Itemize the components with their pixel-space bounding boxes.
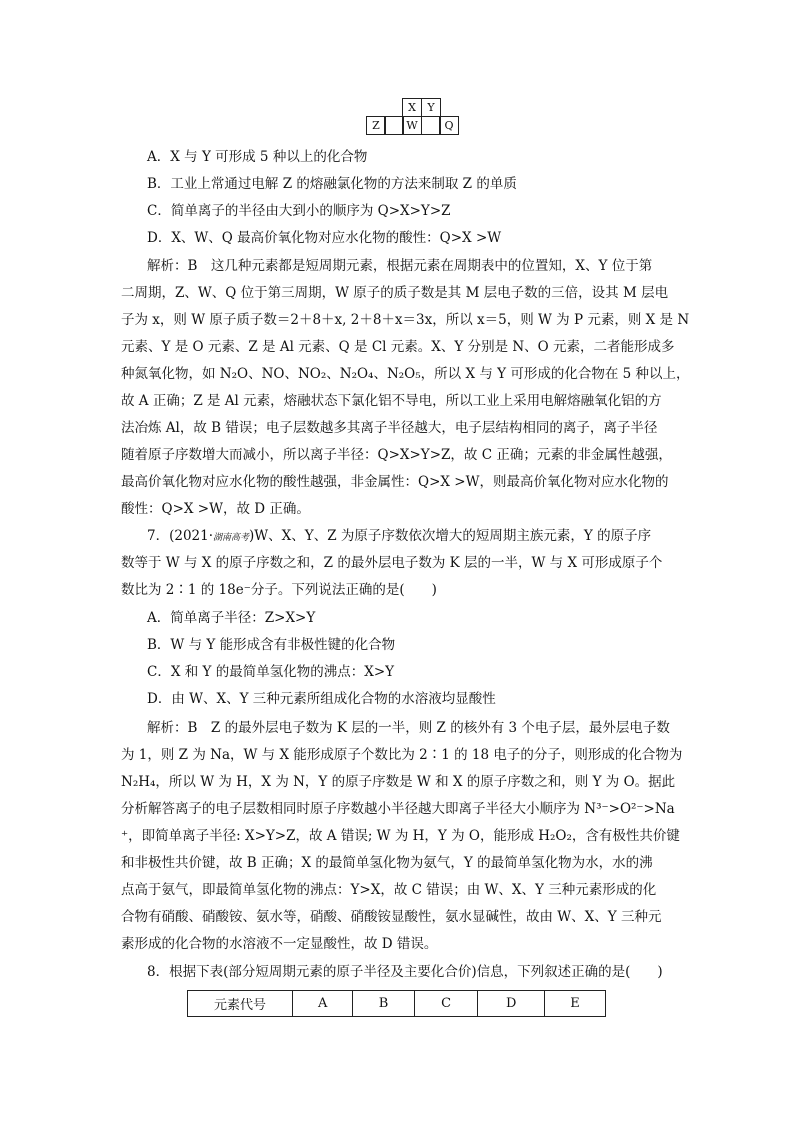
ptable-cell-w: W (402, 116, 422, 135)
q6-explanation-line: 种氮氧化物，如 N₂O、NO、NO₂、N₂O₄、N₂O₅，所以 X 与 Y 可形成的化合物在 5 种以上， (121, 366, 690, 382)
table-header-row (188, 991, 606, 1017)
q7-stem-line2: 数等于 W 与 X 的原子序数之和，Z 的最外层电子数为 K 层的一半，W 与 X 可形成原子个 (121, 555, 663, 571)
q7-explanation-line: ⁺，即简单离子半径: X>Y>Z，故 A 错误; W 为 H，Y 为 O，能形成 H₂O₂，含有极性共价键 (121, 828, 680, 844)
q6-option-d: D．X、W、Q 最高价氧化物对应水化物的酸性：Q>X >W (147, 230, 502, 246)
ptable-cell-empty1 (384, 116, 404, 135)
table-header-cell: D (478, 991, 544, 1017)
q6-explanation-line: 解析：B 这几种元素都是短周期元素，根据元素在周期表中的位置知，X、Y 位于第 (147, 258, 653, 274)
q7-stem-line3: 数比为 2∶1 的 18e⁻分子。下列说法正确的是( ) (121, 582, 437, 598)
q6-explanation-line: 元素、Y 是 O 元素、Z 是 Al 元素、Q 是 Cl 元素。X、Y 分别是 N、O 元素，二者能形成多 (121, 339, 675, 355)
q7-explanation-line: 合物有硝酸、硝酸铵、氨水等，硝酸、硝酸铵显酸性，氨水显碱性，故由 W、X、Y 三种元 (121, 909, 662, 925)
q7-explanation-line: 为 1，则 Z 为 Na，W 与 X 能形成原子个数比为 2∶1 的 18 电子的分子，则形成的化合物为 (121, 747, 683, 763)
table-header-cell: A (293, 991, 353, 1017)
q6-explanation-line: 最高价氧化物对应水化物的酸性越强，非金属性：Q>X >W，则最高价氧化物对应水化物的 (121, 474, 669, 490)
q7-stem-line1 (147, 524, 651, 544)
q6-option-a: A．X 与 Y 可形成 5 种以上的化合物 (147, 149, 368, 165)
q7-option-c: C．X 和 Y 的最简单氢化物的沸点：X>Y (147, 664, 395, 680)
q7-option-a: A．简单离子半径：Z>X>Y (147, 610, 316, 626)
q7-explanation-line: N₂H₄，所以 W 为 H，X 为 N，Y 的原子序数是 W 和 X 的原子序数之和，则 Y 为 O。据此 (121, 774, 676, 790)
element-info-table (187, 990, 606, 1017)
q7-option-d: D．由 W、X、Y 三种元素所组成化合物的水溶液均显酸性 (147, 691, 496, 707)
q6-explanation-line: 故 A 正确；Z 是 Al 元素，熔融状态下氯化铝不导电，所以工业上采用电解熔融氧化铝的方 (121, 393, 662, 409)
table-header-cell: B (353, 991, 414, 1017)
q7-stem-rest: )W、X、Y、Z 为原子序数依次增大的短周期主族元素，Y 的原子序 (249, 528, 652, 544)
table-header-cell: 元素代号 (188, 991, 293, 1017)
q7-source: 湖南高考 (213, 533, 250, 543)
ptable-cell-x: X (402, 98, 422, 117)
ptable-cell-q: Q (439, 116, 459, 135)
q6-explanation-line: 酸性：Q>X >W，故 D 正确。 (121, 501, 310, 517)
q7-option-b: B．W 与 Y 能形成含有非极性键的化合物 (147, 637, 396, 653)
q7-explanation-line: 素形成的化合物的水溶液不一定显酸性，故 D 错误。 (121, 936, 438, 952)
q7-explanation-line: 分析解答离子的电子层数相同时原子序数越小半径越大即离子半径大小顺序为 N³⁻>O²⁻>Na (121, 801, 675, 817)
q6-explanation-line: 二周期，Z、W、Q 位于第三周期，W 原子的质子数是其 M 层电子数的三倍，设其 M 层电 (121, 285, 669, 301)
q6-explanation-line: 法冶炼 Al，故 B 错误；电子层数越多其离子半径越大，电子层结构相同的离子，离子半径 (121, 420, 658, 436)
ptable-cell-z: Z (366, 116, 386, 135)
q6-option-b: B．工业上常通过电解 Z 的熔融氯化物的方法来制取 Z 的单质 (147, 176, 517, 192)
ptable-cell-y: Y (421, 98, 441, 117)
q7-explanation-line: 和非极性共价键，故 B 正确；X 的最简单氢化物为氨气，Y 的最简单氢化物为水，水的沸 (121, 855, 653, 871)
q7-explanation-line: 点高于氨气，即最简单氢化物的沸点：Y>X，故 C 错误；由 W、X、Y 三种元素形成的化 (121, 882, 657, 898)
periodic-table-fragment (366, 98, 458, 135)
q8-stem: 8．根据下表(部分短周期元素的原子半径及主要化合价)信息，下列叙述正确的是( ) (147, 964, 663, 980)
ptable-cell-empty2 (421, 116, 441, 135)
q7-explanation-line: 解析：B Z 的最外层电子数为 K 层的一半，则 Z 的核外有 3 个电子层，最外层电子数 (147, 720, 670, 736)
q6-explanation-line: 子为 x，则 W 原子质子数＝2＋8＋x, 2＋8＋x＝3x，所以 x＝5，则 W 为 P 元素，则 X 是 N (121, 312, 690, 328)
table-header-cell: E (544, 991, 605, 1017)
table-header-cell: C (414, 991, 478, 1017)
q6-option-c: C．简单离子的半径由大到小的顺序为 Q>X>Y>Z (147, 203, 451, 219)
q6-explanation-line: 随着原子序数增大而减小，所以离子半径：Q>X>Y>Z，故 C 正确；元素的非金属性越强， (121, 447, 672, 463)
q7-number: 7．(2021· (147, 528, 214, 544)
